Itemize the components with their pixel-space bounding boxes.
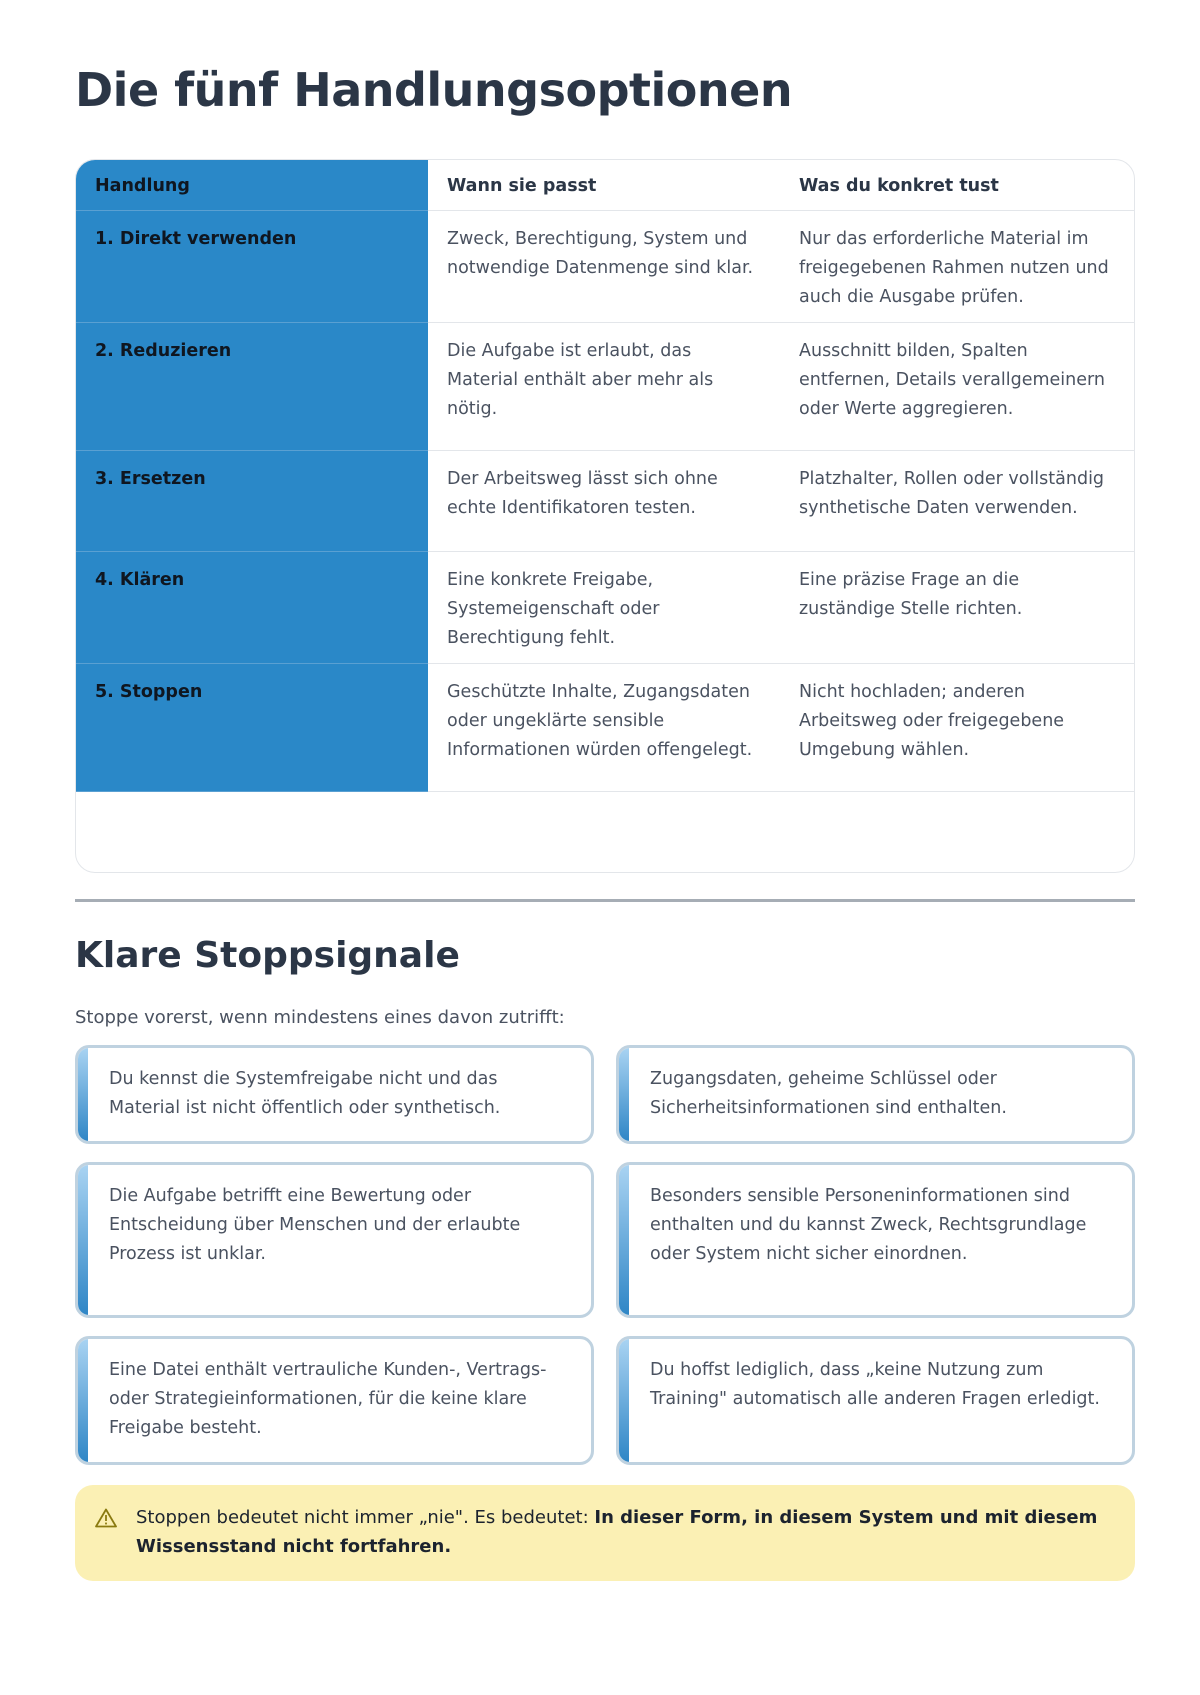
- header-was: Was du konkret tust: [780, 160, 1134, 211]
- when-cell: Die Aufgabe ist erlaubt, das Material enthält aber mehr als nötig.: [428, 323, 780, 451]
- action-cell: 4. Klären: [76, 552, 428, 664]
- what-cell: Platzhalter, Rollen oder vollständig synthetische Daten verwenden.: [780, 451, 1134, 552]
- warning-note-emphasis: In dieser Form, in diesem System und mit diesem Wissensstand nicht fortfahren.: [136, 1507, 1098, 1557]
- header-wann: Wann sie passt: [428, 160, 780, 211]
- header-handlung: Handlung: [76, 160, 428, 211]
- card-accent-bar: [619, 1048, 629, 1141]
- stop-signal-text: Zugangsdaten, geheime Schlüssel oder Sicherheitsinformationen sind enthalten.: [650, 1069, 1007, 1118]
- warning-note-text: Stoppen bedeutet nicht immer „nie". Es bedeutet:: [136, 1507, 595, 1528]
- table-header-row: [76, 160, 1134, 211]
- warning-icon: [95, 1508, 117, 1528]
- stop-signal-text: Du kennst die Systemfreigabe nicht und das Material ist nicht öffentlich oder synthetisch.: [109, 1069, 501, 1118]
- stop-signal-card: [75, 1045, 594, 1144]
- section-divider: [75, 899, 1135, 902]
- stop-signals-grid: [75, 1045, 1135, 1465]
- what-cell: Eine präzise Frage an die zuständige Stelle richten.: [780, 552, 1134, 664]
- warning-note: [75, 1485, 1135, 1581]
- table-row: [76, 552, 1134, 664]
- action-cell: 5. Stoppen: [76, 664, 428, 792]
- card-accent-bar: [78, 1339, 88, 1462]
- what-cell: Nicht hochladen; anderen Arbeitsweg oder freigegebene Umgebung wählen.: [780, 664, 1134, 792]
- card-accent-bar: [78, 1165, 88, 1315]
- stop-signal-card: [616, 1162, 1135, 1318]
- when-cell: Zweck, Berechtigung, System und notwendige Datenmenge sind klar.: [428, 211, 780, 323]
- table-row: [76, 451, 1134, 552]
- stop-signal-card: [75, 1336, 594, 1465]
- when-cell: Geschützte Inhalte, Zugangsdaten oder ungeklärte sensible Informationen würden offengelegt.: [428, 664, 780, 792]
- card-accent-bar: [619, 1339, 629, 1462]
- stop-signal-card: [616, 1336, 1135, 1465]
- card-accent-bar: [78, 1048, 88, 1141]
- what-cell: Nur das erforderliche Material im freigegebenen Rahmen nutzen und auch die Ausgabe prüfen.: [780, 211, 1134, 323]
- table-row: [76, 323, 1134, 451]
- action-cell: 2. Reduzieren: [76, 323, 428, 451]
- options-table: [76, 160, 1134, 792]
- when-cell: Der Arbeitsweg lässt sich ohne echte Identifikatoren testen.: [428, 451, 780, 552]
- stop-signals-heading: Klare Stoppsignale: [75, 935, 460, 976]
- what-cell: Ausschnitt bilden, Spalten entfernen, Details verallgemeinern oder Werte aggregieren.: [780, 323, 1134, 451]
- when-cell: Eine konkrete Freigabe, Systemeigenschaft oder Berechtigung fehlt.: [428, 552, 780, 664]
- page-title: Die fünf Handlungsoptionen: [75, 63, 793, 117]
- card-accent-bar: [619, 1165, 629, 1315]
- stop-signals-intro: Stoppe vorerst, wenn mindestens eines davon zutrifft:: [75, 1007, 565, 1028]
- table-row: [76, 664, 1134, 792]
- stop-signal-text: Besonders sensible Personeninformationen sind enthalten und du kannst Zweck, Rechtsgrundlage oder System nicht sicher einordnen.: [650, 1186, 1087, 1264]
- stop-signal-card: [75, 1162, 594, 1318]
- stop-signal-text: Eine Datei enthält vertrauliche Kunden-, Vertrags- oder Strategieinformationen, für die keine klare Freigabe besteht.: [109, 1360, 547, 1438]
- action-cell: 3. Ersetzen: [76, 451, 428, 552]
- table-row: [76, 211, 1134, 323]
- stop-signal-text: Die Aufgabe betrifft eine Bewertung oder Entscheidung über Menschen und der erlaubte Prozess ist unklar.: [109, 1186, 521, 1264]
- action-cell: 1. Direkt verwenden: [76, 211, 428, 323]
- options-table-container: [75, 159, 1135, 873]
- stop-signal-text: Du hoffst lediglich, dass „keine Nutzung zum Training" automatisch alle anderen Fragen erledigt.: [650, 1360, 1100, 1409]
- stop-signal-card: [616, 1045, 1135, 1144]
